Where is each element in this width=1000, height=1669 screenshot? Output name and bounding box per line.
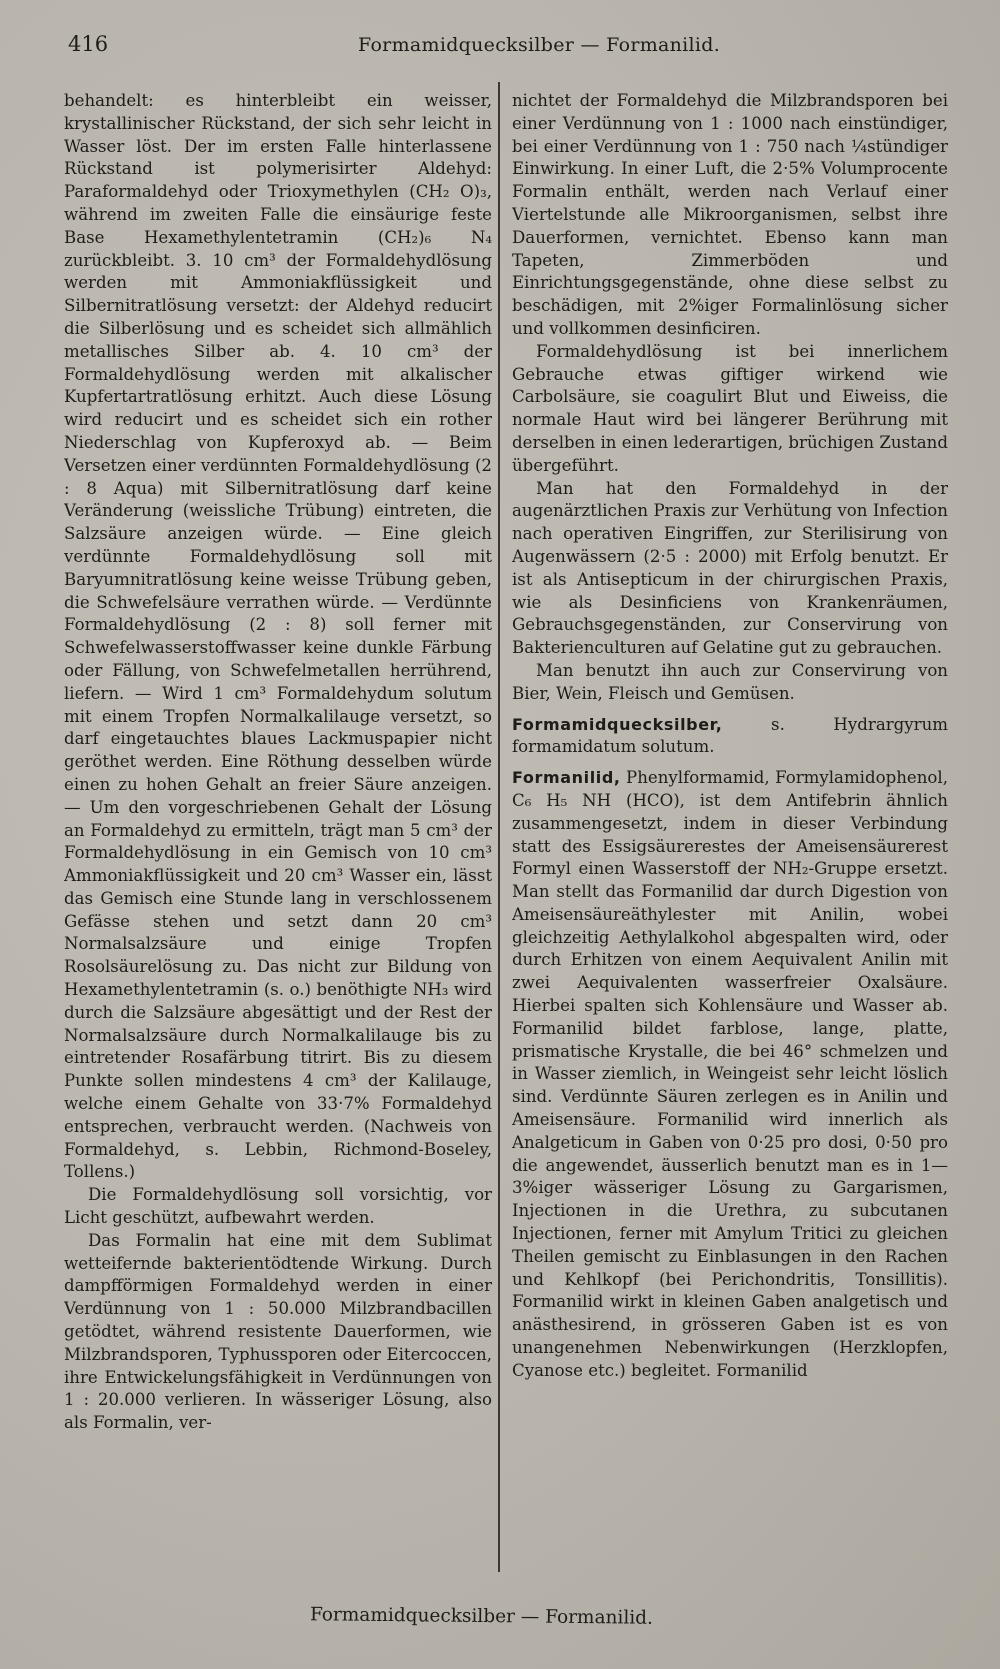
entry-text-formamidquecksilber: s. Hydrargyrum formamidatum solutum.	[512, 714, 948, 757]
left-paragraph-3: Das Formalin hat eine mit dem Sublimat wetteifernde bakterientödtende Wirkung. Durch dampfförmigen Formaldehyd werden in einer Verdünnung von 1 : 50.000 Milzbrandbacillen getödtet, während resistente Dauerformen, wie Milzbrandsporen, Typhussporen oder Eitercoccen, ihre Entwickelungsfähigkeit in Verdünnungen von 1 : 20.000 verlieren. In wässeriger Lösung, also als Formalin, ver-	[64, 1230, 492, 1433]
entry-formamidquecksilber	[512, 714, 948, 760]
right-paragraph-4: Man benutzt ihn auch zur Conservirung von Bier, Wein, Fleisch und Gemüsen.	[512, 660, 948, 703]
headword-formanilid: Formanilid,	[512, 768, 621, 788]
right-paragraph-2: Formaldehydlösung ist bei innerlichem Gebrauche etwas giftiger wirkend wie Carbolsäure, sie coagulirt Blut und Eiweiss, die normale Haut wird bei längerer Berührung mit derselben in einen lederartigen, brüchigen Zustand übergeführt.	[512, 341, 948, 475]
footer-title: Formamidquecksilber — Formanilid.	[309, 1604, 654, 1629]
entry-text-formanilid: Phenylformamid, Formylamidophenol, C₆ H₅ NH (HCO), ist dem Antifebrin ähnlich zusammengesetzt, indem in dieser Verbindung statt des Essigsäurerestes der Ameisensäurerest Formyl einen Wasserstoff der NH₂-Gruppe ersetzt. Man stellt das Formanilid dar durch Digestion von Ameisensäureäthylester mit Anilin, wobei gleichzeitig Aethylalkohol abgespalten wird, oder durch Erhitzen von einem Aequivalent Anilin mit zwei Aequivalenten wasserfreier Oxalsäure. Hierbei spalten sich Kohlensäure und Wasser ab. Formanilid bildet farblose, lange, platte, prismatische Krystalle, die bei 46° schmelzen und in Wasser ziemlich, in Weingeist sehr leicht löslich sind. Verdünnte Säuren zerlegen es in Anilin und Ameisensäure. Formanilid wird innerlich als Analgeticum in Gaben von 0·25 pro dosi, 0·50 pro die angewendet, äusserlich benutzt man es in 1—3%iger wässeriger Lösung zu Gargarismen, Injectionen in die Urethra, zu subcutanen Injectionen, ferner mit Amylum Tritici zu gleichen Theilen gemischt zu Einblasungen in den Rachen und Kehlkopf (bei Perichondritis, Tonsillitis). Formanilid wirkt in kleinen Gaben analgetisch und anästhesirend, in grösseren Gaben ist es von unangenehmen Nebenwirkungen (Herzklopfen, Cyanose etc.) begleitet. Formanilid	[512, 768, 948, 1380]
right-paragraph-3: Man hat den Formaldehyd in der augenärztlichen Praxis zur Verhütung von Infection nach operativen Eingriffen, zur Sterilisirung von Augenwässern (2·5 : 2000) mit Erfolg benutzt. Er ist als Antisepticum in der chirurgischen Praxis, wie als Desinficiens von Krankenräumen, Gebrauchsgegenständen, zur Conservirung von Bakterienculturen auf Gelatine gut zu gebrauchen.	[512, 478, 948, 658]
entry-formanilid	[512, 767, 948, 1383]
column-divider	[498, 82, 500, 1572]
right-column	[512, 90, 948, 1570]
left-paragraph-2: Die Formaldehydlösung soll vorsichtig, vor Licht geschützt, aufbewahrt werden.	[64, 1185, 492, 1228]
running-header	[68, 32, 940, 62]
left-paragraph-1: behandelt: es hinterbleibt ein weisser, krystallinischer Rückstand, der sich sehr leicht in Wasser löst. Der im ersten Falle hinterlassene Rückstand ist polymerisirter Aldehyd: Paraformaldehyd oder Trioxymethylen (CH₂ O)₃, während im zweiten Falle die einsäurige feste Base Hexamethylentetramin (CH₂)₆ N₄ zurückbleibt. 3. 10 cm³ der Formaldehydlösung werden mit Ammoniakflüssigkeit und Silbernitratlösung versetzt: der Aldehyd reducirt die Silberlösung und es scheidet sich allmählich metallisches Silber ab. 4. 10 cm³ der Formaldehydlösung werden mit alkalischer Kupfertartratlösung erhitzt. Auch diese Lösung wird reducirt und es scheidet sich ein rother Niederschlag von Kupferoxyd ab. — Beim Versetzen einer verdünnten Formaldehydlösung (2 : 8 Aqua) mit Silbernitratlösung darf keine Veränderung (weissliche Trübung) eintreten, die Salzsäure anzeigen würde. — Eine gleich verdünnte Formaldehydlösung soll mit Baryumnitratlösung keine weisse Trübung geben, die Schwefelsäure verrathen würde. — Verdünnte Formaldehydlösung (2 : 8) soll ferner mit Schwefelwasserstoffwasser keine dunkle Färbung oder Fällung, von Schwefelmetallen herrührend, liefern. — Wird 1 cm³ Formaldehydum solutum mit einem Tropfen Normalkalilauge versetzt, so darf eingetauchtes blaues Lackmuspapier nicht geröthet werden. Eine Röthung desselben würde einen zu hohen Gehalt an freier Säure anzeigen. — Um den vorgeschriebenen Gehalt der Lösung an Formaldehyd zu ermitteln, trägt man 5 cm³ der Formaldehydlösung in ein Gemisch von 10 cm³ Ammoniakflüssigkeit und 20 cm³ Wasser ein, lässt das Gemisch eine Stunde lang in verschlossenem Gefässe stehen und setzt dann 20 cm³ Normalsalzsäure und einige Tropfen Rosolsäurelösung zu. Das nicht zur Bildung von Hexamethylentetramin (s. o.) benöthigte NH₃ wird durch die Salzsäure abgesättigt und der Rest der Normalsalzsäure durch Normalkalilauge bis zu eintretender Rosafärbung titrirt. Bis zu diesem Punkte sollen mindestens 4 cm³ der Kalilauge, welche einem Gehalte von 33·7% Formaldehyd entsprechen, verbraucht werden. (Nachweis von Formaldehyd, s. Lebbin, Richmond-Boseley, Tollens.)	[64, 91, 492, 1182]
headword-formamidquecksilber: Formamidquecksilber,	[512, 714, 723, 734]
right-paragraph-1: nichtet der Formaldehyd die Milzbrandsporen bei einer Verdünnung von 1 : 1000 nach einstündiger, bei einer Verdünnung von 1 : 750 nach ¼stündiger Einwirkung. In einer Luft, die 2·5% Volumprocente Formalin enthält, werden nach Verlauf einer Viertelstunde alle Mikroorganismen, selbst ihre Dauerformen, vernichtet. Ebenso kann man Tapeten, Zimmerböden und Einrichtungsgegenstände, ohne diese selbst zu beschädigen, mit 2%iger Formalinlösung sicher und vollkommen desinficiren.	[512, 91, 948, 338]
header-title: Formamidquecksilber — Formanilid.	[358, 34, 721, 56]
left-column	[64, 90, 492, 1580]
page-number: 416	[68, 32, 109, 56]
